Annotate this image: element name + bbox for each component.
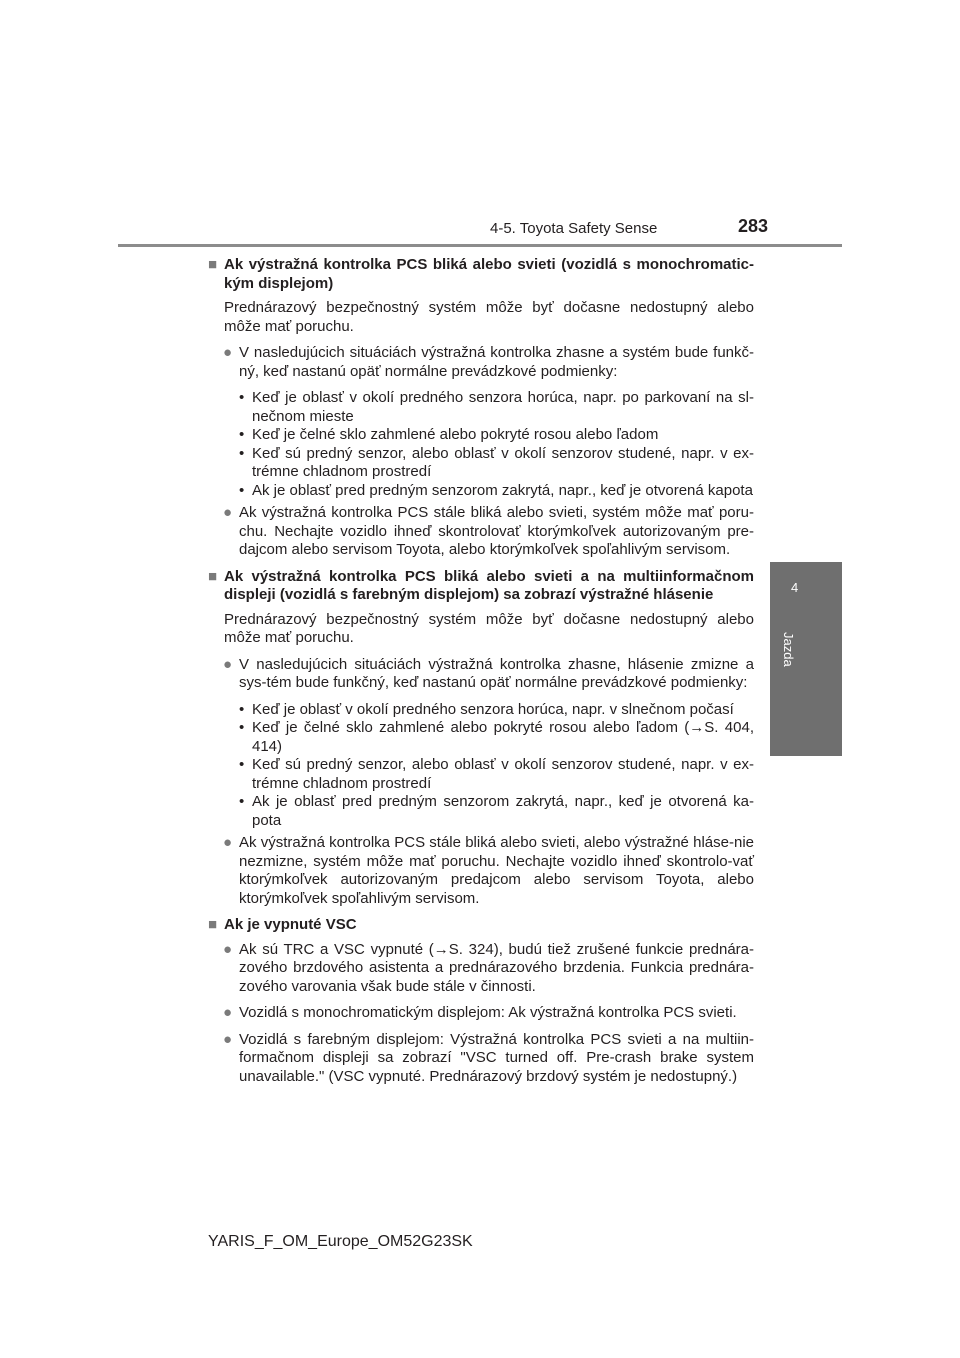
small-bullet-icon: • <box>239 481 245 499</box>
chapter-tab <box>770 562 842 618</box>
small-bullet-icon: • <box>239 389 245 406</box>
round-bullet-icon: ● <box>223 940 233 958</box>
chapter-tab-number: 4 <box>791 580 799 595</box>
sub-item-text: Keď sú predný senzor, alebo oblasť v okolí senzorov studené, napr. v ex-trémne chladnom prostredí <box>252 444 754 480</box>
section-intro: Prednárazový bezpečnostný systém môže byť dočasne nedostupný alebo môže mať poruchu. <box>224 299 754 335</box>
section-intro: Prednárazový bezpečnostný systém môže byť dočasne nedostupný alebo môže mať poruchu. <box>224 610 754 646</box>
bullet-item <box>208 656 754 693</box>
bullet-text: Vozidlá s farebným displejom: Výstražná kontrolka PCS svieti a na multiin-formačnom displeji sa zobrazí "VSC turned off. Pre-crash brake system unavailable." (VSC vypnuté. Prednárazový brzdový systém je nedostupný.) <box>239 1030 754 1085</box>
small-bullet-icon: • <box>239 700 245 718</box>
round-bullet-icon: ● <box>223 504 233 521</box>
round-bullet-icon: ● <box>223 1004 233 1021</box>
bullet-item <box>208 504 754 560</box>
bullet-item <box>208 834 754 908</box>
sub-item-text: Keď je čelné sklo zahmlené alebo pokryté rosou alebo ľadom <box>252 426 659 443</box>
sub-item <box>208 482 754 501</box>
round-bullet-icon: ● <box>223 1030 233 1048</box>
sub-item <box>208 389 754 426</box>
round-bullet-icon: ● <box>223 344 233 361</box>
page-content <box>208 256 754 1094</box>
bullet-text: Ak výstražná kontrolka PCS stále bliká alebo svieti, systém môže mať poru-chu. Nechajte vozidlo ihneď skontrolovať ktorýmkoľvek autorizovaným pre-dajcom alebo servisom Toyota, alebo ktorýmkoľvek spoľahlivým servisom. <box>239 504 754 558</box>
square-bullet-icon: ■ <box>208 256 218 273</box>
small-bullet-icon: • <box>239 426 245 443</box>
small-bullet-icon: • <box>239 444 245 462</box>
page-number: 283 <box>738 216 769 236</box>
bullet-item <box>208 1031 754 1087</box>
sub-item <box>208 426 754 445</box>
sub-item-text: Keď sú predný senzor, alebo oblasť v okolí senzorov studené, napr. v ex-trémne chladnom prostredí <box>252 756 754 792</box>
square-bullet-icon: ■ <box>208 567 218 585</box>
section-heading-text: Ak výstražná kontrolka PCS bliká alebo svieti a na multiinformačnom displeji (vozidlá s farebným displejom) sa zobrazí výstražné hlásenie <box>224 567 754 603</box>
sub-item-text: Keď je čelné sklo zahmlené alebo pokryté rosou alebo ľadom (→S. 404, 414) <box>252 719 754 755</box>
running-header-section: 4-5. Toyota Safety Sense <box>490 220 658 237</box>
square-bullet-icon: ■ <box>208 916 218 933</box>
sub-item <box>208 445 754 482</box>
chapter-tab-label: Jazda <box>781 632 796 667</box>
sub-item <box>208 719 754 756</box>
sub-item <box>208 701 754 720</box>
section-heading-text: Ak je vypnuté VSC <box>224 916 357 933</box>
section-heading <box>208 916 754 935</box>
sub-item <box>208 793 754 830</box>
small-bullet-icon: • <box>239 719 245 736</box>
sub-list <box>208 701 754 831</box>
bullet-text: V nasledujúcich situáciách výstražná kontrolka zhasne, hlásenie zmizne a sys-tém bude funkčný, keď nastanú opäť normálne prevádzkové podmienky: <box>239 655 754 691</box>
sub-item-text: Keď je oblasť v okolí predného senzora horúca, napr. v slnečnom počasí <box>252 700 734 718</box>
section-heading <box>208 568 754 605</box>
small-bullet-icon: • <box>239 793 245 810</box>
bullet-item <box>208 941 754 997</box>
bullet-text: Ak sú TRC a VSC vypnuté (→S. 324), budú tiež zrušené funkcie prednára-zového brzdového asistenta a prednárazového brzdenia. Funkcia prednára-zového varovania však bude stále v činnosti. <box>239 940 754 995</box>
document-code: YARIS_F_OM_Europe_OM52G23SK <box>208 1233 473 1250</box>
sub-item-text: Ak je oblasť pred predným senzorom zakrytá, napr., keď je otvorená ka-pota <box>252 793 754 829</box>
bullet-text: Ak výstražná kontrolka PCS stále bliká alebo svieti, alebo výstražné hláse-nie nezmizne, systém môže mať poruchu. Nechajte vozidlo ihneď skontrolo-vať ktorýmkoľvek autorizovaným predajcom alebo servisom Toyota, alebo ktorýmkoľvek spoľahlivým servisom. <box>239 834 754 907</box>
round-bullet-icon: ● <box>223 834 233 851</box>
sub-item-text: Keď je oblasť v okolí predného senzora horúca, napr. po parkovaní na sl-nečnom mieste <box>252 389 754 425</box>
bullet-item <box>208 1004 754 1023</box>
section-heading <box>208 256 754 293</box>
section-heading-text: Ak výstražná kontrolka PCS bliká alebo svieti (vozidlá s monochromatic-kým displejom) <box>224 256 754 292</box>
round-bullet-icon: ● <box>223 655 233 673</box>
bullet-text: Vozidlá s monochromatickým displejom: Ak výstražná kontrolka PCS svieti. <box>239 1004 737 1021</box>
small-bullet-icon: • <box>239 756 245 773</box>
bullet-item <box>208 344 754 381</box>
sub-list <box>208 389 754 500</box>
header-rule <box>118 244 842 247</box>
bullet-text: V nasledujúcich situáciách výstražná kontrolka zhasne a systém bude funkč-ný, keď nastanú opäť normálne prevádzkové podmienky: <box>239 344 754 380</box>
sub-item-text: Ak je oblasť pred predným senzorom zakrytá, napr., keď je otvorená kapota <box>252 481 753 499</box>
sub-item <box>208 756 754 793</box>
